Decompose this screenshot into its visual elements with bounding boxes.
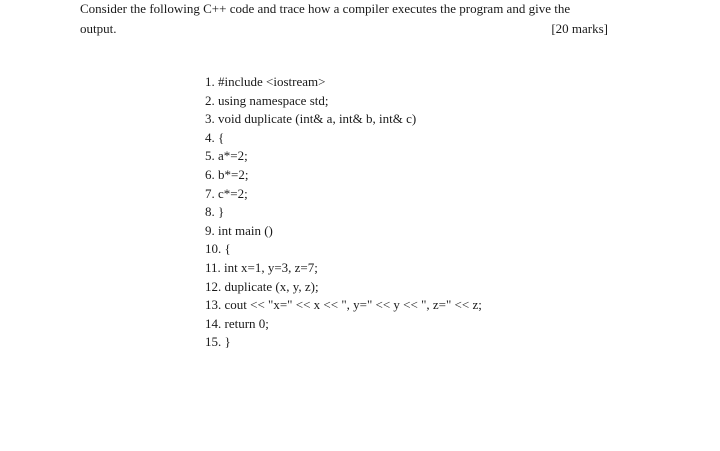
code-line-8: 8. } [205, 204, 225, 220]
question-prompt-line1: Consider the following C++ code and trace how a compiler executes the program and give the [80, 1, 571, 16]
code-line-9: 9. int main () [205, 222, 273, 238]
code-line-15: 15. } [205, 334, 231, 350]
code-line-14: 14. return 0; [205, 315, 269, 331]
code-line-10: 10. { [205, 241, 231, 257]
code-line-1: 1. #include <iostream> [205, 74, 326, 89]
question-prompt-line2-row [80, 20, 610, 38]
code-line-5: 5. a*=2; [205, 148, 248, 164]
code-line-12: 12. duplicate (x, y, z); [205, 278, 319, 294]
code-line-2: 2. using namespace std; [205, 92, 329, 108]
marks-label: [20 marks] [551, 21, 608, 36]
code-line-3: 3. void duplicate (int& a, int& b, int& c) [205, 111, 417, 127]
question-block [80, 0, 610, 38]
code-line-4: 4. { [205, 129, 225, 145]
code-line-13: 13. cout << "x=" << x << ", y=" << y << ", z=" << z; [205, 297, 482, 313]
code-line-6: 6. b*=2; [205, 166, 249, 182]
code-line-11: 11. int x=1, y=3, z=7; [205, 259, 318, 275]
code-listing [205, 73, 482, 352]
question-prompt-line2: output. [80, 21, 117, 36]
code-line-7: 7. c*=2; [205, 185, 248, 201]
